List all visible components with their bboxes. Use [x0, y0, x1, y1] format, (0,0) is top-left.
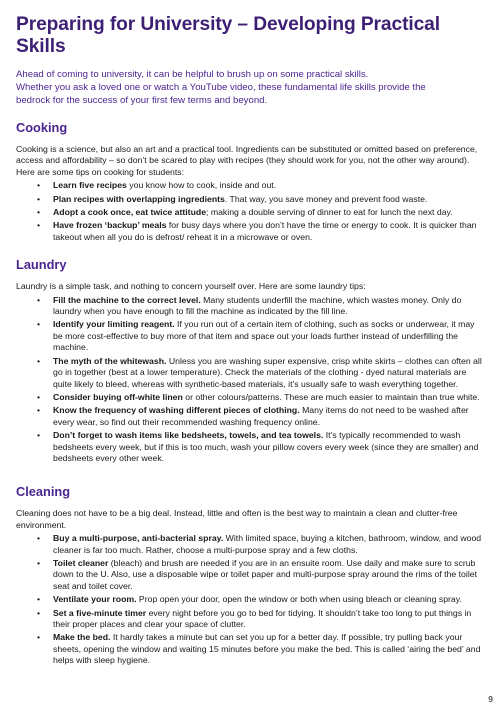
list-item: • Plan recipes with overlapping ingredients. That way, you save money and prevent food waste.	[37, 193, 428, 204]
list-item: • Set a five-minute timer every night before you go to bed for tidying. It shouldn’t take too long to put things in their proper places and clear your space of clutter.	[37, 607, 472, 629]
laundry-intro: Laundry is a simple task, and nothing to concern yourself over. Here are some laundry tips:	[16, 281, 366, 292]
laundry-heading: Laundry	[16, 257, 67, 273]
tip-text: If you run out of a certain item of clothing, such as socks or underwear, it may be more cost-effective to buy more of that item and space out your loads further instead of underfilling the machine.	[53, 319, 475, 353]
list-item: • Ventilate your room. Prop open your door, open the window or both when using bleach or cleaning spray.	[37, 594, 462, 605]
list-item: • Fill the machine to the correct level. Many students underfill the machine, which wastes money. Only do laundry when you have enough to fill the machine as indicated by the fill line.	[37, 294, 462, 317]
list-item: • Buy a multi-purpose, anti-bacterial spray. With limited space, buying a kitchen, bathroom, window, and wood cleaner is far too much. Rather, choose a multi-purpose spray and a few cloths.	[37, 533, 482, 555]
list-item: • Identify your limiting reagent. If you run out of a certain item of clothing, such as socks or underwear, it may be more cost-effective to buy more of that item and space out your loads further instead of underfilling the machine.	[37, 319, 475, 353]
tip-text: . That way, you save money and prevent food waste.	[224, 193, 428, 204]
tip-title: Make the bed.	[53, 632, 111, 643]
intro-paragraph	[16, 68, 486, 107]
tip-title: Consider buying off-white linen	[53, 391, 183, 402]
cooking-intro: Cooking is a science, but also an art and a practical tool. Ingredients can be substituted or omitted based on preference, access and affordability – so don’t be scared to play with recipes (they should work for you, not the other way around). Here are some tips on cooking for students:	[16, 144, 478, 177]
laundry-tips-list	[37, 294, 486, 465]
tip-text: Unless you are washing super expensive, crisp white skirts – clothes can often all go in together (best at a lower temperature). Check the materials of the clothing - dyed natural materials are quite likely to bleed, whereas with synthetic-based materials, it’s usually safe to wash everything together.	[53, 355, 482, 389]
tip-title: Toilet cleaner	[53, 557, 109, 568]
tip-text: With limited space, buying a kitchen, bathroom, window, and wood cleaner is far too much. Rather, choose a multi-purpose spray and a few cloths.	[53, 533, 482, 555]
tip-text: (bleach) and brush are needed if you are in an ensuite room. Use daily and make sure to scrub down to the U. Also, use a disposable wipe or toilet paper and multi-purpose spray around the rims of the toilet seat and toilet cover.	[53, 557, 477, 591]
laundry-section	[16, 257, 486, 464]
tip-title: Fill the machine to the correct level.	[53, 294, 201, 305]
tip-title: Learn five recipes	[53, 180, 127, 191]
intro-line: bedrock for the success of your first few terms and beyond.	[16, 95, 268, 106]
tip-text: every night before you go to bed for tidying. It shouldn’t take too long to put things in their proper places and clear your space of clutter.	[53, 607, 472, 629]
tip-text: Many items do not need to be washed after every wear, so find out their recommended washing frequency online.	[53, 405, 469, 427]
tip-title: Buy a multi-purpose, anti-bacterial spray.	[53, 533, 224, 544]
tip-text: It hardly takes a minute but can set you up for a better day. If possible, try pulling back your sheets, opening the window and waiting 15 minutes before you make the bed. This is called ‘airing the bed’ and helps with sleep hygiene.	[53, 632, 481, 666]
tip-title: The myth of the whitewash.	[53, 355, 167, 366]
tip-text: Many students underfill the machine, which wastes money. Only do laundry when you have enough to fill the machine as indicated by the fill line.	[53, 294, 462, 317]
cleaning-tips-list	[37, 533, 486, 666]
list-item: • Learn five recipes you know how to cook, inside and out.	[37, 180, 277, 191]
list-item: • Don’t forget to wash items like bedsheets, towels, and tea towels. It’s typically recommended to wash bedsheets every week, but if this is too much, wash your pillow covers every week (since they are smaller) and bedsheets every other week.	[37, 430, 479, 463]
tip-text: for busy days where you don’t have the time or energy to cook. It is quicker than takeout when all you do is defrost/ reheat it in a microwave or oven.	[53, 220, 477, 242]
tip-text: or other colours/patterns. These are much easier to maintain than true white.	[182, 391, 480, 402]
cooking-tips-list	[37, 180, 486, 243]
list-item: • The myth of the whitewash. Unless you are washing super expensive, crisp white skirts – clothes can often all go in together (best at a lower temperature). Check the materials of the clothing - dyed natural materials are quite likely to bleed, whereas with synthetic-based materials, it’s usually safe to wash everything together.	[37, 355, 482, 389]
tip-title: Adopt a cook once, eat twice attitude	[53, 207, 207, 218]
tip-title: Ventilate your room.	[53, 594, 137, 605]
cleaning-intro: Cleaning does not have to be a big deal. Instead, little and often is the best way to maintain a clean and clutter-free environment.	[16, 508, 458, 530]
list-item: • Have frozen ‘backup’ meals for busy days where you don’t have the time or energy to cook. It is quicker than takeout when all you do is defrost/ reheat it in a microwave or oven.	[37, 220, 477, 242]
tip-title: Set a five-minute timer	[53, 607, 147, 618]
page-number: 9	[488, 694, 493, 704]
cooking-heading: Cooking	[16, 120, 68, 135]
tip-text: Prop open your door, open the window or both when using bleach or cleaning spray.	[136, 594, 462, 605]
document-page	[16, 14, 486, 669]
tip-title: Have frozen ‘backup’ meals	[53, 220, 167, 231]
tip-title: Don’t forget to wash items like bedsheets, towels, and tea towels.	[53, 430, 324, 441]
tip-text: ; making a double serving of dinner to eat for lunch the next day.	[206, 207, 453, 218]
tip-title: Plan recipes with overlapping ingredients	[53, 193, 225, 204]
tip-text: It’s typically recommended to wash bedsheets every week, but if this is too much, wash your pillow covers every week (since they are smaller) and bedsheets every other week.	[53, 430, 479, 463]
tip-text: you know how to cook, inside and out.	[126, 180, 277, 191]
tip-title: Identify your limiting reagent.	[53, 319, 175, 330]
list-item: • Consider buying off-white linen or other colours/patterns. These are much easier to maintain than true white.	[37, 391, 480, 402]
list-item: • Toilet cleaner (bleach) and brush are needed if you are in an ensuite room. Use daily and make sure to scrub down to the U. Also, use a disposable wipe or toilet paper and multi-purpose spray around the rims of the toilet seat and toilet cover.	[37, 557, 477, 591]
cleaning-heading: Cleaning	[16, 484, 71, 500]
page-title: Preparing for University – Developing Practical Skills	[16, 14, 440, 57]
tip-title: Know the frequency of washing different pieces of clothing.	[53, 405, 300, 416]
list-item: • Know the frequency of washing different pieces of clothing. Many items do not need to be washed after every wear, so find out their recommended washing frequency online.	[37, 405, 469, 427]
list-item: • Adopt a cook once, eat twice attitude; making a double serving of dinner to eat for lunch the next day.	[37, 207, 453, 218]
cooking-section	[16, 120, 486, 243]
cleaning-section	[16, 484, 486, 666]
intro-line: Whether you ask a loved one or watch a YouTube video, these fundamental life skills provide the	[16, 82, 426, 93]
intro-line: Ahead of coming to university, it can be helpful to brush up on some practical skills.	[16, 69, 369, 80]
list-item: • Make the bed. It hardly takes a minute but can set you up for a better day. If possible, try pulling back your sheets, opening the window and waiting 15 minutes before you make the bed. This is called ‘airing the bed’ and helps with sleep hygiene.	[37, 632, 481, 666]
